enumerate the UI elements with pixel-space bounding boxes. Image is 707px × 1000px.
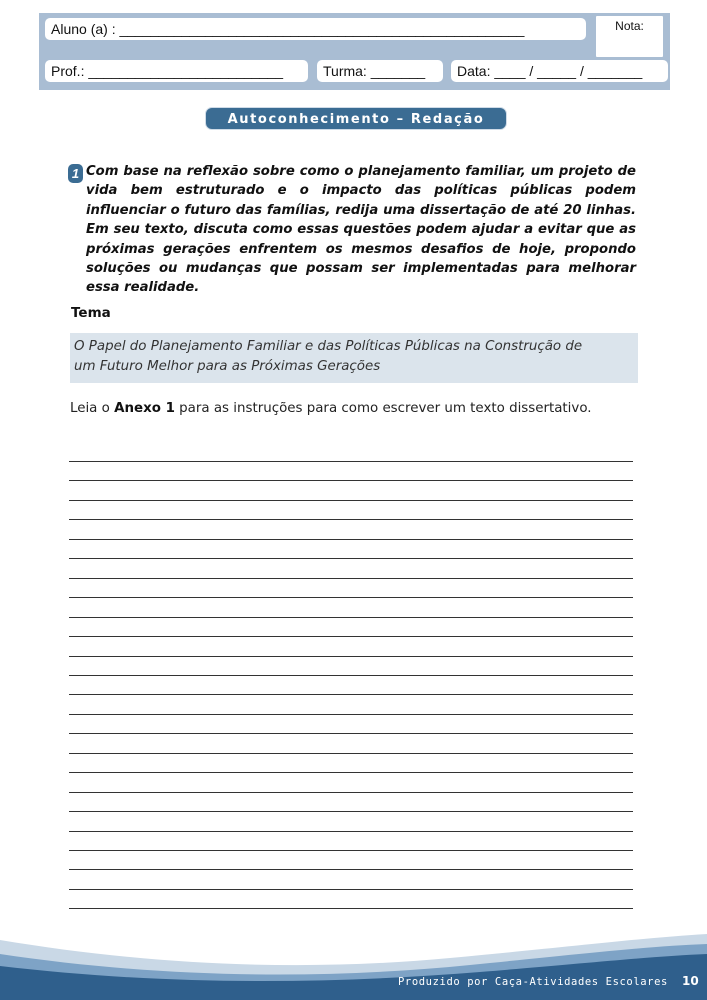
answer-line[interactable] — [69, 714, 633, 715]
answer-line[interactable] — [69, 539, 633, 540]
answer-line[interactable] — [69, 772, 633, 773]
theme-line-1: O Papel do Planejamento Familiar e das Políticas Públicas na Construção de — [74, 339, 583, 354]
answer-line[interactable] — [69, 831, 633, 832]
annex-reference: Anexo 1 — [114, 401, 175, 416]
answer-line[interactable] — [69, 869, 633, 870]
theme-label: Tema — [71, 305, 111, 321]
answer-line[interactable] — [69, 500, 633, 501]
answer-line[interactable] — [69, 675, 633, 676]
teacher-field[interactable]: Prof.: _________________________ — [45, 60, 308, 82]
question-number-badge: 1 — [68, 164, 83, 183]
answer-line[interactable] — [69, 908, 633, 909]
class-field[interactable]: Turma: _______ — [317, 60, 443, 82]
answer-line[interactable] — [69, 753, 633, 754]
student-info-header — [39, 13, 670, 90]
answer-line[interactable] — [69, 733, 633, 734]
instruction-text — [70, 401, 592, 416]
answer-line[interactable] — [69, 461, 633, 462]
answer-line[interactable] — [69, 811, 633, 812]
page-title: Autoconhecimento – Redação — [205, 107, 507, 130]
theme-box — [70, 333, 638, 383]
answer-line[interactable] — [69, 889, 633, 890]
answer-line[interactable] — [69, 656, 633, 657]
answer-line[interactable] — [69, 578, 633, 579]
answer-line[interactable] — [69, 694, 633, 695]
theme-line-2: um Futuro Melhor para as Próximas Gerações — [74, 359, 381, 374]
instruction-suffix: para as instruções para como escrever um texto dissertativo. — [174, 401, 592, 416]
answer-line[interactable] — [69, 480, 633, 481]
instruction-prefix: Leia o — [70, 401, 115, 416]
answer-line[interactable] — [69, 558, 633, 559]
footer-credit: Produzido por Caça-Atividades Escolares — [398, 976, 668, 988]
footer-wave — [0, 920, 707, 1000]
question-text: Com base na reflexão sobre como o planejamento familiar, um projeto de vida bem estruturado e o impacto das políticas públicas podem influenciar o futuro das famílias, redija uma dissertação de até 20 linhas. Em seu texto, discuta como essas questões podem ajudar a evitar que as próximas gerações enfrentem os mesmos desafios de hoje, propondo soluções ou mudanças que possam ser implementadas para melhorar essa realidade. — [86, 164, 636, 296]
answer-line[interactable] — [69, 636, 633, 637]
answer-line[interactable] — [69, 617, 633, 618]
grade-field[interactable]: Nota: — [596, 16, 663, 57]
page-number: 10 — [682, 974, 699, 988]
answer-line[interactable] — [69, 792, 633, 793]
answer-line[interactable] — [69, 850, 633, 851]
answer-line[interactable] — [69, 597, 633, 598]
answer-line[interactable] — [69, 519, 633, 520]
date-field[interactable]: Data: ____ / _____ / _______ — [451, 60, 668, 82]
student-name-field[interactable]: Aluno (a) : ____________________________________________________ — [45, 18, 586, 40]
